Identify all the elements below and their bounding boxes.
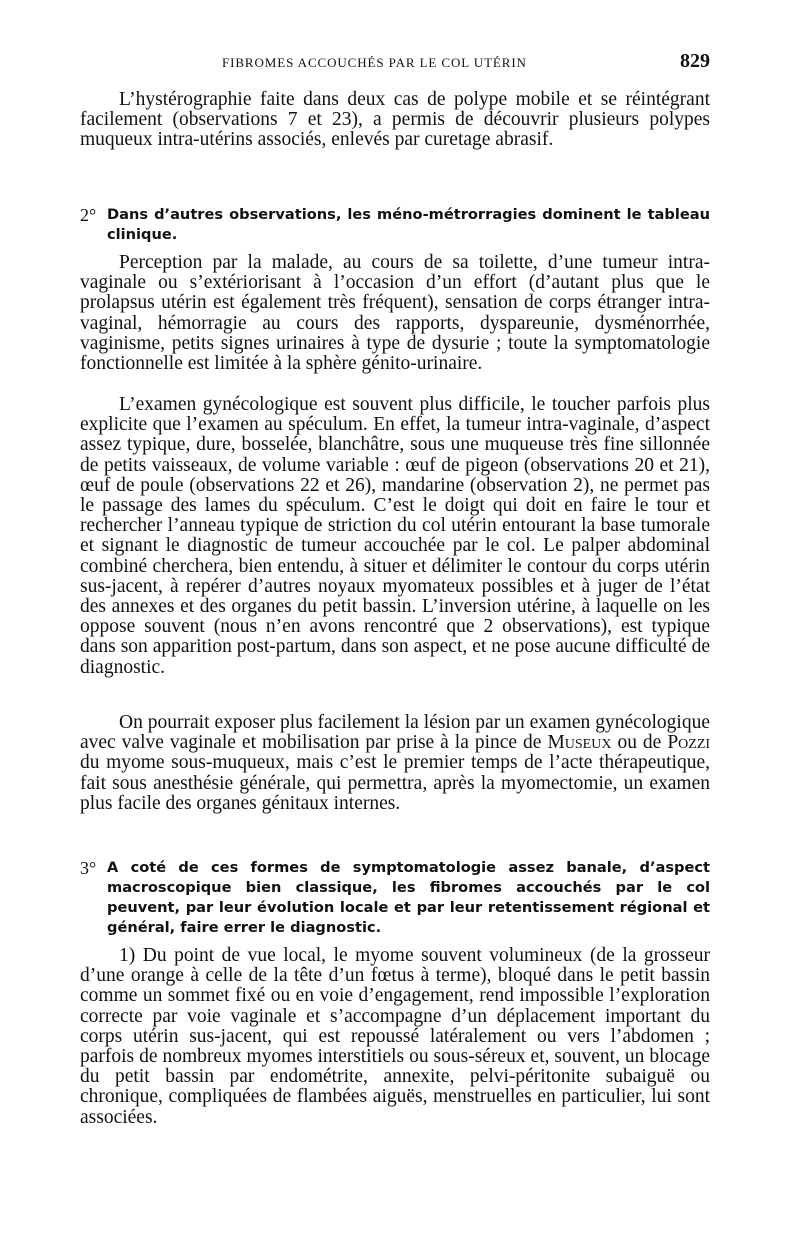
exposure-text-b: ou de <box>617 732 662 754</box>
exposure-text-a: On pourrait exposer plus facilement la lésion par un examen gynécologique avec valve vaginale et mobilisation par prise à la pince de <box>80 712 710 754</box>
paragraph-gynecological-exam: L’examen gynécologique est souvent plus difficile, le toucher parfois plus explicite que l’examen au spéculum. En effet, la tumeur intra-vaginale, d’aspect assez typique, dure, bosselée, blanchâtre, sous une muqueuse très fine sillonnée de petits vaisseaux, de volume variable : œuf de pigeon (observations 20 et 21), œuf de poule (observations 22 et 26), mandarine (observation 2), ne permet pas le passage des lames du spéculum. C’est le doigt qui doit en faire le tour et rechercher l’anneau typique de striction du col utérin entourant la base tumorale et signant le diagnostic de tumeur accouchée par le col. Le palper abdominal combiné cherchera, bien entendu, à situer et délimiter le contour du corps utérin sus-jacent, à repérer d’autres noyaux myomateux possibles et à juger de l’état des annexes et des organes du petit bassin. L’inversion utérine, à laquelle on les oppose souvent (nous n’en avons rencontré que 2 observations), est typique dans son apparition post-partum, dans son aspect, et ne pose aucune difficulté de diagnostic. <box>80 394 710 678</box>
exposure-text-c: du myome sous-muqueux, mais c’est le premier temps de l’acte thérapeutique, fait sous anesthésie générale, qui permettra, après la myomectomie, un examen plus facile des organes génitaux internes. <box>80 752 710 814</box>
section-heading-2 <box>80 205 710 245</box>
author-name-pozzi: Pozzi <box>667 732 711 754</box>
page-number: 829 <box>680 50 710 72</box>
paragraph-local-aspect: 1) Du point de vue local, le myome souvent volumineux (de la grosseur d’une orange à celle de la tête d’un fœtus à terme), bloqué dans le petit bassin comme un sommet fixé ou en voie d’engagement, rend impossible l’exploration correcte par voie vaginale et s’accompagne d’un déplacement important du corps utérin sus-jacent, qui est repoussé latéralement ou vers l’abdomen ; parfois de nombreux myomes interstitiels ou sous-séreux et, souvent, un blocage du petit bassin par endométrite, annexite, pelvi-péritonite subaiguë ou chronique, compliquées de flambées aiguës, menstruelles en particulier, lui sont associées. <box>80 945 710 1128</box>
paragraph-exposure <box>80 713 710 814</box>
author-name-museux: Museux <box>547 732 612 754</box>
section-number-2: 2° <box>80 205 97 225</box>
running-head <box>80 52 712 76</box>
section-title-3: A coté de ces formes de symptomatologie assez banale, d’aspect macroscopique bien classique, les fibromes accouchés par le col peuvent, par leur évolution locale et par leur retentissement régional et général, faire errer le diagnostic. <box>107 859 710 936</box>
section-number-3: 3° <box>80 858 97 878</box>
section-heading-3 <box>80 858 710 938</box>
paragraph-perception: Perception par la malade, au cours de sa toilette, d’une tumeur intra-vaginale ou s’extériorisant à l’occasion d’un effort (d’autant plus que le prolapsus utérin est également très fréquent), sensation de corps étranger intra-vaginal, hémorragie au cours des rapports, dyspareunie, dysménorrhée, vaginisme, petits signes urinaires à type de dysurie ; toute la symptomatologie fonctionnelle est limitée à la sphère génito-urinaire. <box>80 252 710 375</box>
paragraph-hysterography: L’hystérographie faite dans deux cas de polype mobile et se réintégrant facilement (observations 7 et 23), a permis de découvrir plusieurs polypes muqueux intra-utérins associés, enlevés par curetage abrasif. <box>80 89 710 151</box>
section-title-2: Dans d’autres observations, les méno-métrorragies dominent le tableau clinique. <box>107 206 710 243</box>
running-title: FIBROMES ACCOUCHÉS PAR LE COL UTÉRIN <box>222 55 527 70</box>
